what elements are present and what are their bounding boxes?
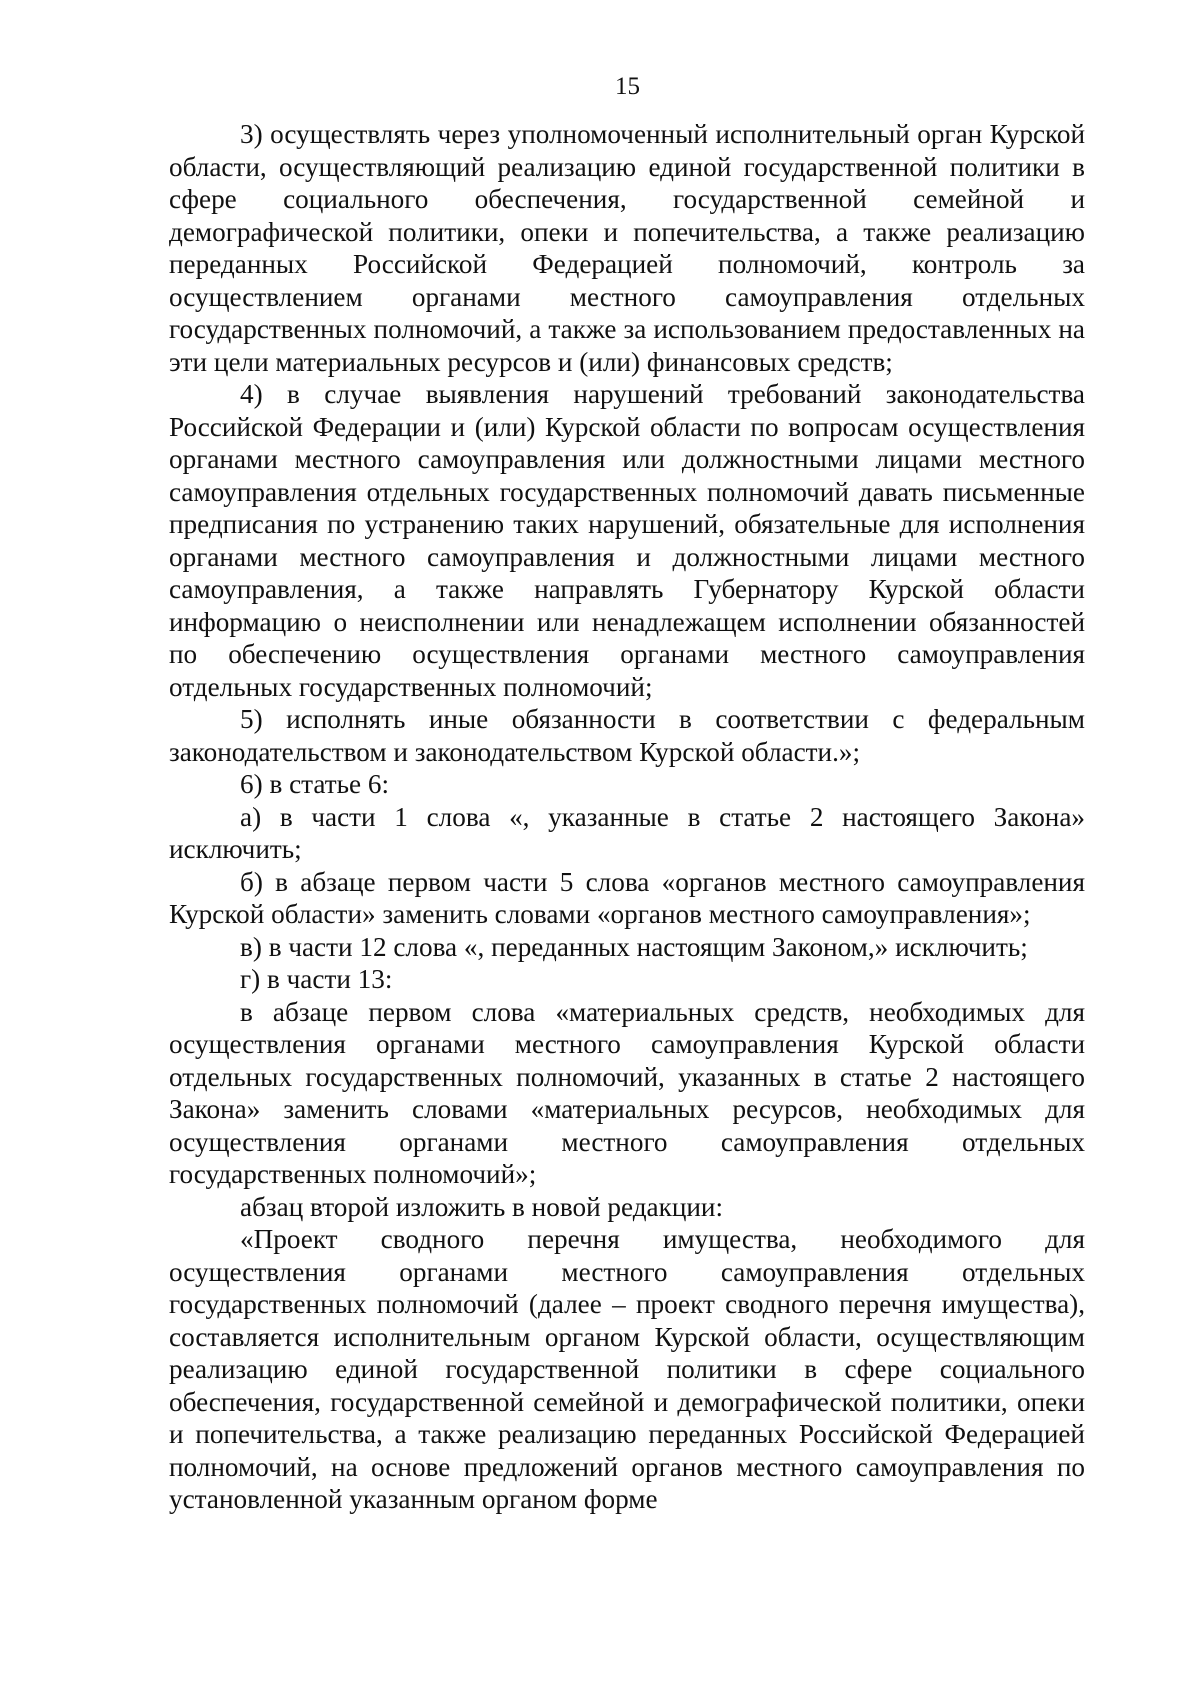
paragraph-sub-b: б) в абзаце первом части 5 слова «органов местного самоуправления Курской области» заменить словами «органов местного самоуправления»; bbox=[169, 866, 1085, 929]
document-body bbox=[169, 118, 1085, 1516]
paragraph-article-6: 6) в статье 6: bbox=[240, 769, 390, 799]
paragraph-sub-v: в) в части 12 слова «, переданных настоящим Законом,» исключить; bbox=[240, 931, 1028, 962]
paragraph-new-edition: «Проект сводного перечня имущества, необходимого для осуществления органами местного самоуправления отдельных государственных полномочий (далее – проект сводного перечня имущества), составляется исполнительным органом Курской области, осуществляющим реализацию единой государственной политики в сфере социального обеспечения, государственной семейной и демографической политики, опеки и попечительства, а также реализацию переданных Российской Федерацией полномочий, на основе предложений органов местного самоуправления по установленной указанным органом форме bbox=[169, 1224, 1085, 1514]
paragraph-sub-a: а) в части 1 слова «, указанные в статье 2 настоящего Закона» исключить; bbox=[169, 801, 1085, 864]
paragraph-item-3: 3) осуществлять через уполномоченный исполнительный орган Курской области, осуществляющий реализацию единой государственной политики в сфере социального обеспечения, государственной семейной и демографической политики, опеки и попечительства, а также реализацию переданных Российской Федерацией полномочий, контроль за осуществлением органами местного самоуправления отдельных государственных полномочий, а также за использованием предоставленных на эти цели материальных ресурсов и (или) финансовых средств; bbox=[169, 119, 1085, 377]
paragraph-abzac-2-intro: абзац второй изложить в новой редакции: bbox=[240, 1191, 724, 1222]
paragraph-abzac-1: в абзаце первом слова «материальных средств, необходимых для осуществления органами местного самоуправления Курской области отдельных государственных полномочий, указанных в статье 2 настоящего Закона» заменить словами «материальных ресурсов, необходимых для осуществления органами местного самоуправления отдельных государственных полномочий»; bbox=[169, 996, 1085, 1189]
page-number: 15 bbox=[615, 73, 640, 100]
paragraph-item-4: 4) в случае выявления нарушений требований законодательства Российской Федерации и (или) Курской области по вопросам осуществления органами местного самоуправления или должностными лицами местного самоуправления отдельных государственных полномочий давать письменные предписания по устранению таких нарушений, обязательные для исполнения органами местного самоуправления и должностными лицами местного самоуправления, а также направлять Губернатору Курской области информацию о неисполнении или ненадлежащем исполнении обязанностей по обеспечению осуществления органами местного самоуправления отдельных государственных полномочий; bbox=[169, 379, 1085, 702]
paragraph-sub-g: г) в части 13: bbox=[240, 964, 393, 994]
paragraph-item-5: 5) исполнять иные обязанности в соответствии с федеральным законодательством и законодательством Курской области.»; bbox=[169, 704, 1085, 767]
